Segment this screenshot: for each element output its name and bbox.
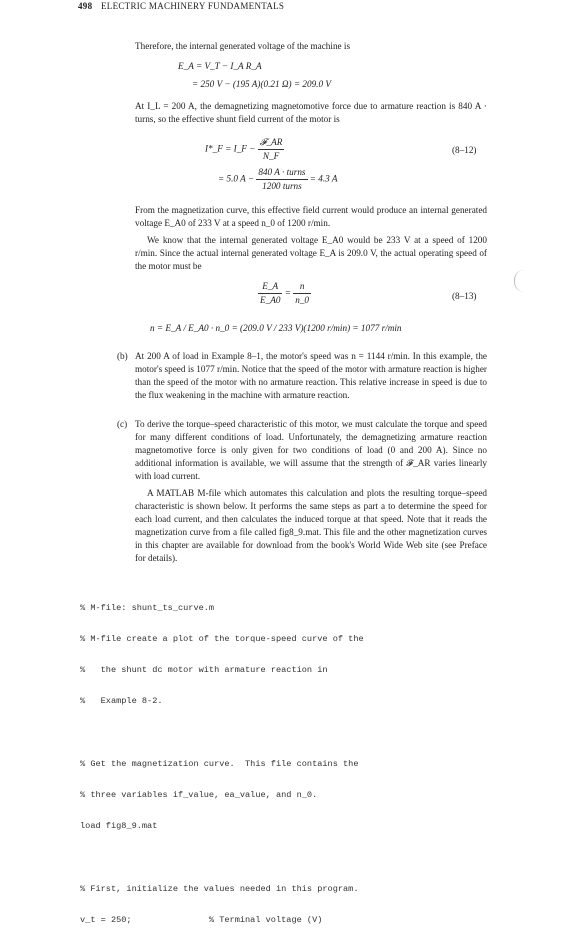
speed-paragraph: We know that the internal generated voltage E_A0 would be 233 V at a speed of 1200 r/min. Since the actual internal generated voltage E_A is 209.0 V, the actual operating speed of the motor must be <box>135 235 487 272</box>
equation-if-lhs: I*_F = I_F − <box>205 143 256 154</box>
equation-if-line2-denominator: 1200 turns <box>262 181 302 192</box>
equation-ratio-left-den: E_A0 <box>260 295 281 306</box>
code-line: % M-file: shunt_ts_curve.m <box>80 602 215 613</box>
equation-ratio-left-num: E_A <box>258 280 282 294</box>
equation-ea-line2: = 250 V − (195 A)(0.21 Ω) = 209.0 V <box>192 79 331 89</box>
equation-if-line2-numerator: 840 A · turns <box>256 166 307 180</box>
armature-reaction-paragraph: At I_L = 200 A, the demagnetizing magnetomotive force due to armature reaction is 840 A · turns, so the effective shunt field current of the motor is <box>135 101 487 125</box>
equation-ratio-left <box>258 280 282 307</box>
equation-if-numerator: 𝓕_AR <box>258 136 285 150</box>
equation-ratio-right <box>293 280 311 307</box>
equation-if-line2-fraction <box>256 166 307 193</box>
equation-if-line2-rhs: = 4.3 A <box>309 173 338 184</box>
margin-bracket-mark <box>514 270 529 292</box>
answer-part-b <box>117 350 487 402</box>
code-line: load fig8_9.mat <box>80 821 158 832</box>
equation-ratio-right-den: n_0 <box>295 295 309 306</box>
equation-number-8-13: (8–13) <box>452 291 477 301</box>
code-line: % Example 8-2. <box>80 696 163 707</box>
code-line: % First, initialize the values needed in this program. <box>80 883 359 894</box>
code-line <box>80 728 364 738</box>
equation-if-line2 <box>218 166 338 193</box>
equation-ratio-right-num: n <box>293 280 311 294</box>
code-line: % M-file create a plot of the torque-speed curve of the <box>80 634 364 645</box>
answer-part-c <box>117 418 487 483</box>
magnetization-paragraph: From the magnetization curve, this effective field current would produce an internal generated voltage E_A0 of 233 V at a speed n_0 of 1200 r/min. <box>135 205 487 229</box>
code-line: % Get the magnetization curve. This file contains the <box>80 758 359 769</box>
answer-part-c-label: (c) <box>117 419 128 429</box>
page-header <box>78 0 284 13</box>
equation-if-line1 <box>205 136 284 163</box>
equation-if-fraction <box>258 136 285 163</box>
intro-paragraph: Therefore, the internal generated voltage of the machine is <box>135 41 351 51</box>
code-listing <box>80 582 364 946</box>
matlab-paragraph: A MATLAB M-file which automates this calculation and plots the resulting torque–speed characteristic is shown below. It performs the same steps as part a to determine the speed for each load current, and then calculates the induced torque at that speed. Note that it reads the magnetization curve from a file called fig8_9.mat. This file and the other magnetization curves in this chapter are available for download from the book's World Wide Web site (see Preface for details). <box>135 488 487 564</box>
page-number: 498 <box>78 1 93 11</box>
answer-part-c-text: To derive the torque–speed characteristic of this motor, we must calculate the torque and speed for many different conditions of load. Unfortunately, the demagnetizing armature reaction magnetomotive force is only given for two conditions of load (0 and 200 A). Since no additional information is available, we will assume that the strength of 𝓕_AR varies linearly with load current. <box>135 419 487 482</box>
equation-ratio: $\frac{E\_A}{E\_A0}$ = $\frac{n}{n\_0}$ <box>258 280 311 307</box>
equation-if-line2-lhs: = 5.0 A − <box>218 173 255 184</box>
equation-ea-line1: E_A = V_T − I_A R_A <box>178 61 262 71</box>
code-line: % three variables if_value, ea_value, and n_0. <box>80 790 318 801</box>
equation-number-8-12: (8–12) <box>452 145 477 155</box>
answer-part-b-label: (b) <box>117 351 128 361</box>
equation-if-denominator: N_F <box>262 151 280 162</box>
code-line: % the shunt dc motor with armature reaction in <box>80 665 328 676</box>
answer-part-b-text: At 200 A of load in Example 8–1, the motor's speed was n = 1144 r/min. In this example, the motor's speed is 1077 r/min. Notice that the speed of the motor with armature reaction is higher than the speed of the motor with no armature reaction. This relative increase in speed is due to the flux weakening in the machine with armature reaction. <box>135 351 487 401</box>
code-line: v_t = 250; % Terminal voltage (V) <box>80 915 323 925</box>
equation-speed: n = E_A / E_A0 · n_0 = (209.0 V / 233 V)(1200 r/min) = 1077 r/min <box>150 323 402 333</box>
running-title: ELECTRIC MACHINERY FUNDAMENTALS <box>100 1 285 11</box>
code-line <box>80 853 364 863</box>
